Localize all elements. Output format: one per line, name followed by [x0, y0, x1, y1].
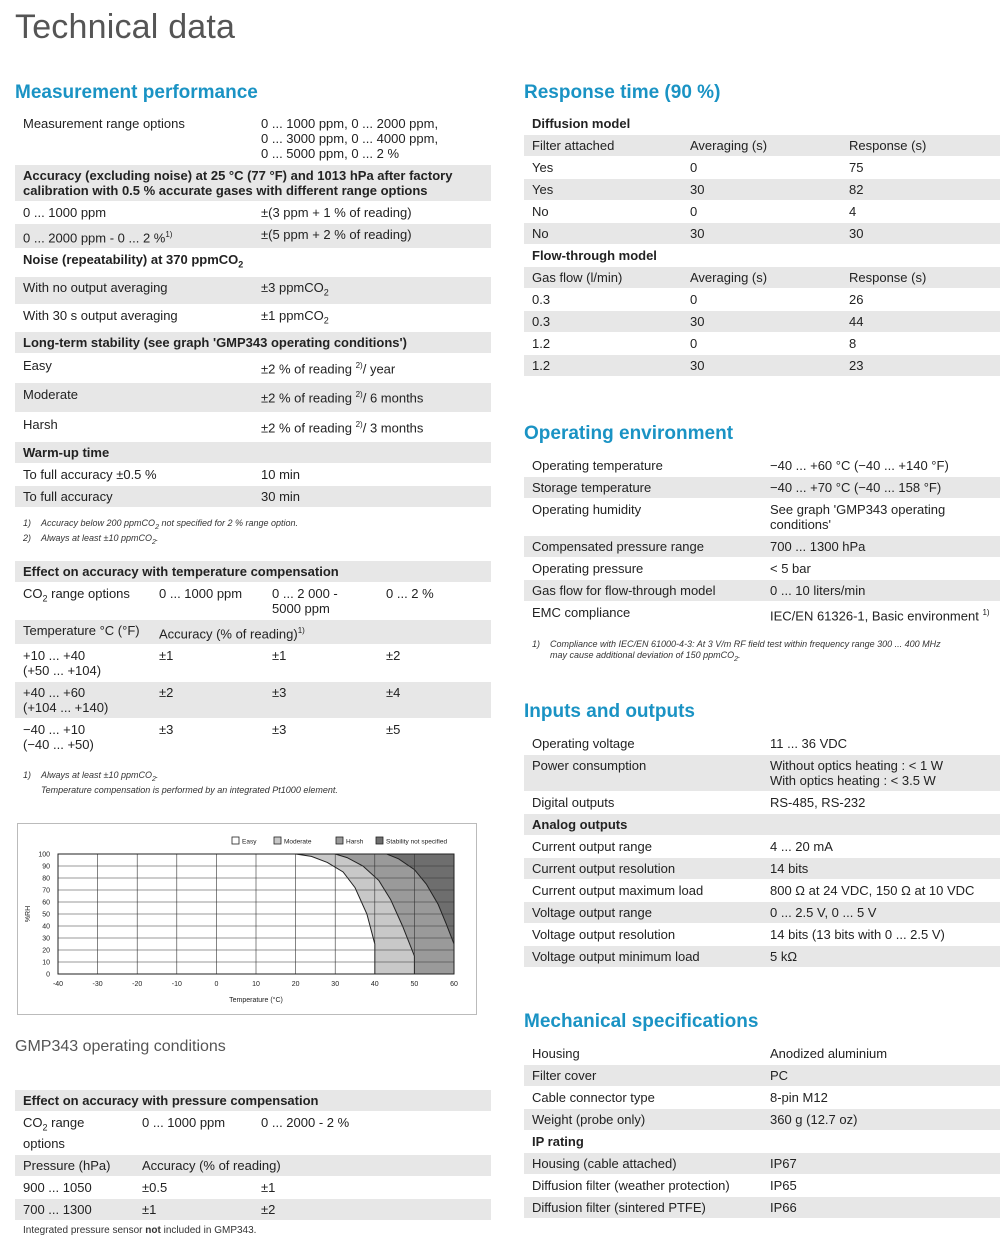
- cell: ±5: [386, 722, 401, 738]
- label: Cable connector type: [532, 1090, 655, 1105]
- table-row: [524, 157, 1000, 179]
- value: 8-pin M12: [770, 1090, 828, 1105]
- label: Gas flow for flow-through model: [524, 580, 762, 602]
- table-row: [524, 602, 1000, 627]
- y-axis-label: %RH: [25, 905, 32, 923]
- x-axis-label: Temperature (°C): [229, 997, 283, 1004]
- column-header: 0 ... 2000 - 2 %: [261, 1115, 350, 1130]
- label: Operating humidity: [532, 502, 642, 517]
- stability-value: ±2 % of reading $^{2)}$/ 6 months: [253, 383, 491, 412]
- cell: 30: [682, 311, 841, 333]
- cell: Yes: [532, 160, 554, 175]
- label: Voltage output resolution: [532, 927, 676, 942]
- table-row: [15, 645, 491, 682]
- cell: 26: [849, 292, 864, 307]
- table-row: [524, 355, 1000, 377]
- value: 360 g (12.7 oz): [762, 1109, 1000, 1131]
- noise-header: Noise (repeatability) at 370 ppmCO$_2$: [15, 249, 491, 277]
- y-tick-label: 80: [42, 875, 50, 883]
- measurement-performance-table: [15, 113, 491, 548]
- x-tick-label: 40: [370, 981, 379, 988]
- y-tick-label: 90: [42, 863, 50, 871]
- table-row: [524, 499, 1000, 536]
- table-row: [524, 267, 1000, 289]
- label: Compensated pressure range: [524, 536, 762, 558]
- x-tick-label: 60: [450, 981, 458, 988]
- value: −40 ... +70 °C (−40 ... 158 °F): [762, 477, 1000, 499]
- accuracy-label: Accuracy (% of reading): [134, 1154, 491, 1176]
- cell: 0: [690, 336, 698, 351]
- accuracy-header: Accuracy (excluding noise) at 25 °C (77 °F) and 1013 hPa after factory calibration with 0.5 % accurate gases with different range options: [15, 165, 491, 202]
- cell: 0: [690, 160, 698, 175]
- table-row: [524, 1043, 1000, 1065]
- legend-label: Harsh: [346, 838, 364, 846]
- table-row: [524, 836, 1000, 858]
- value: 4 ... 20 mA: [770, 839, 833, 854]
- table-row: [15, 354, 491, 383]
- table-row: [15, 1112, 491, 1155]
- pressure-note: Integrated pressure sensor not included in GMP343.: [23, 1224, 257, 1236]
- stability-label: Easy: [23, 358, 52, 374]
- cell: ±2: [386, 648, 401, 664]
- value: Anodized aluminium: [770, 1046, 888, 1061]
- operating-footnotes: [524, 639, 1000, 665]
- column-header: 0 ... 2 %: [386, 586, 434, 601]
- label: Voltage output range: [524, 902, 762, 924]
- table-row: [15, 304, 491, 332]
- value: 5 kΩ: [762, 946, 1000, 968]
- warmup-label: To full accuracy ±0.5 %: [23, 467, 157, 483]
- legend-label: Moderate: [284, 838, 312, 846]
- legend-label: Stability not specified: [386, 838, 448, 846]
- table-row: [524, 223, 1000, 245]
- noise-value: ±1 ppmCO$_2$: [261, 307, 329, 326]
- x-tick-label: 50: [410, 981, 419, 988]
- co2-range-label: $CO_2$ range options: [23, 586, 130, 604]
- table-row: [15, 1198, 491, 1220]
- warmup-header: Warm-up time: [15, 442, 491, 464]
- value: Without optics heating : < 1 W With optics heating : < 3.5 W: [762, 755, 1000, 792]
- label: EMC compliance: [532, 605, 631, 620]
- footnote: Temperature compensation is performed by an integrated Pt1000 element.: [41, 785, 338, 796]
- table-row: [15, 412, 491, 441]
- label: Current output maximum load: [532, 883, 704, 898]
- label: Housing: [532, 1046, 580, 1061]
- cell: 82: [841, 179, 1000, 201]
- flow-through-header: Flow-through model: [524, 245, 1000, 267]
- table-row: [15, 1176, 491, 1198]
- acc-value: ±(3 ppm + 1 % of reading): [261, 205, 412, 220]
- legend-label: Easy: [242, 838, 257, 846]
- column-header: Filter attached: [524, 135, 682, 157]
- value: IP66: [762, 1197, 1000, 1219]
- label: Current output resolution: [524, 858, 762, 880]
- label: Voltage output minimum load: [524, 946, 762, 968]
- cell: 75: [849, 160, 864, 175]
- value: 0 ... 2.5 V, 0 ... 5 V: [762, 902, 1000, 924]
- table-row: [15, 583, 491, 620]
- accuracy-label: Accuracy (% of reading)$^{1)}$: [151, 620, 491, 645]
- table-row: [15, 486, 491, 508]
- warmup-value: 10 min: [261, 467, 301, 483]
- cell: ±1: [261, 1179, 276, 1195]
- label: Filter cover: [524, 1065, 762, 1087]
- table-row: [15, 1154, 491, 1176]
- table-row: [15, 383, 491, 412]
- temperature-label: Temperature °C (°F): [15, 620, 151, 645]
- noise-label: With 30 s output averaging: [23, 307, 178, 323]
- operating-environment-title: Operating environment: [524, 423, 734, 444]
- legend-swatch: [274, 837, 281, 844]
- cell: No: [532, 204, 549, 219]
- y-tick-label: 20: [42, 947, 50, 955]
- stability-value: ±2 % of reading $^{2)}$/ year: [261, 361, 396, 377]
- noise-value: ±3 ppmCO$_2$: [253, 276, 491, 304]
- footnote: 1) Compliance with IEC/EN 61000-4-3: At 3 V/m RF field test within frequency range 300 ... 400 MHz: [532, 639, 941, 650]
- table-row: [524, 733, 1000, 755]
- cell: No: [524, 223, 682, 245]
- table-row: [524, 924, 1000, 946]
- y-tick-label: 70: [42, 887, 50, 895]
- table-row: [524, 455, 1000, 477]
- cell: ±3: [159, 722, 174, 738]
- y-tick-label: 100: [38, 851, 50, 859]
- cell: ±1: [134, 1198, 253, 1220]
- table-row: [15, 719, 491, 756]
- pressure-range: 900 ... 1050: [23, 1179, 92, 1195]
- label: Operating voltage: [532, 736, 635, 751]
- table-row: [524, 1065, 1000, 1087]
- value: IP67: [762, 1153, 1000, 1175]
- response-time-title: Response time (90 %): [524, 82, 721, 103]
- range-value: 0 ... 1000 ppm, 0 ... 2000 ppm, 0 ... 3000 ppm, 0 ... 4000 ppm, 0 ... 5000 ppm, 0 ... 2 %: [261, 116, 439, 161]
- mechanical-specs-table: [524, 1043, 1000, 1219]
- cell: ±3: [272, 722, 287, 738]
- table-row: [15, 620, 491, 645]
- label: Diffusion filter (sintered PTFE): [524, 1197, 762, 1219]
- cell: 30: [682, 355, 841, 377]
- cell: ±2: [253, 1198, 491, 1220]
- acc-label: 0 ... 1000 ppm: [23, 205, 107, 220]
- column-header: Response (s): [841, 267, 1000, 289]
- acc-value: ±(5 ppm + 2 % of reading): [253, 224, 491, 249]
- column-header: 0 ... 2 000 - 5000 ppm: [272, 586, 338, 616]
- x-tick-label: 10: [252, 981, 260, 988]
- x-tick-label: 0: [214, 981, 219, 988]
- table-row: [524, 1109, 1000, 1131]
- table-row: [524, 755, 1000, 792]
- table-row: [524, 1153, 1000, 1175]
- operating-environment-table: [524, 455, 1000, 665]
- footnote: 2) Always at least ±10 ppmCO$_2$.: [23, 532, 159, 546]
- table-row: [15, 682, 491, 719]
- pressure-compensation-table: [15, 1090, 491, 1236]
- table-row: [15, 276, 491, 304]
- column-header: 0 ... 1000 ppm: [159, 586, 243, 601]
- label: Digital outputs: [532, 795, 615, 810]
- cell: 30: [841, 223, 1000, 245]
- cell: 0: [690, 204, 698, 219]
- cell: 0: [690, 292, 698, 307]
- value: IP65: [770, 1178, 797, 1193]
- analog-outputs-header: Analog outputs: [524, 814, 1000, 836]
- table-row: [524, 1087, 1000, 1109]
- label: Operating temperature: [532, 458, 663, 473]
- cell: 30: [682, 179, 841, 201]
- label: Weight (probe only): [524, 1109, 762, 1131]
- inputs-outputs-table: [524, 733, 1000, 968]
- cell: 30: [682, 223, 841, 245]
- stability-value: ±2 % of reading $^{2)}$/ 3 months: [261, 419, 424, 436]
- table-row: [524, 536, 1000, 558]
- label: Diffusion filter (weather protection): [532, 1178, 730, 1193]
- pressure-range: 700 ... 1300: [15, 1198, 134, 1220]
- footnote: 1) Accuracy below 200 ppmCO$_2$ not specified for 2 % range option.: [23, 518, 299, 531]
- table-row: [524, 580, 1000, 602]
- table-row: [15, 464, 491, 486]
- footnote: may cause additional deviation of 150 ppmCO$_2$.: [550, 650, 741, 664]
- temp-range: −40 ... +10 (−40 ... +50): [23, 722, 94, 753]
- table-row: [524, 902, 1000, 924]
- stability-header: Long-term stability (see graph 'GMP343 operating conditions'): [15, 332, 491, 354]
- table-row: [524, 135, 1000, 157]
- y-tick-label: 40: [42, 923, 50, 931]
- table-row: [15, 224, 491, 249]
- cell: 1.2: [524, 355, 682, 377]
- value: See graph 'GMP343 operating conditions': [770, 502, 946, 532]
- table-row: [524, 558, 1000, 580]
- pressure-label: Pressure (hPa): [15, 1154, 134, 1176]
- value: PC: [762, 1065, 1000, 1087]
- y-tick-label: 30: [42, 935, 50, 943]
- cell: ±1: [272, 648, 287, 664]
- table-row: [15, 202, 491, 224]
- ip-rating-header: IP rating: [524, 1131, 1000, 1153]
- cell: 1.2: [532, 336, 551, 351]
- measurement-performance-title: Measurement performance: [15, 82, 258, 103]
- cell: 0.3: [524, 311, 682, 333]
- response-time-table: [524, 113, 1000, 377]
- column-header: 0 ... 1000 ppm: [142, 1115, 226, 1130]
- value: IEC/EN 61326-1, Basic environment $^{1)}$: [770, 608, 990, 624]
- table-row: [524, 946, 1000, 968]
- mechanical-specs-title: Mechanical specifications: [524, 1011, 759, 1032]
- temp-compensation-table: [15, 561, 491, 796]
- table-row: [524, 333, 1000, 355]
- y-tick-label: 50: [42, 911, 50, 919]
- label: Power consumption: [524, 755, 762, 792]
- cell: Yes: [524, 179, 682, 201]
- cell: ±4: [378, 682, 491, 719]
- y-tick-label: 10: [42, 959, 50, 967]
- cell: 44: [841, 311, 1000, 333]
- table-row: [524, 311, 1000, 333]
- value: 14 bits: [762, 858, 1000, 880]
- label: Operating pressure: [532, 561, 644, 576]
- table-row: [524, 289, 1000, 311]
- table-row: [524, 1175, 1000, 1197]
- label: Storage temperature: [524, 477, 762, 499]
- noise-label: With no output averaging: [15, 276, 253, 304]
- pressure-header: Effect on accuracy with pressure compensation: [15, 1090, 491, 1112]
- temp-comp-footnotes: [15, 770, 491, 796]
- column-header: Gas flow (l/min): [524, 267, 682, 289]
- column-header: Averaging (s): [682, 267, 841, 289]
- value: 14 bits (13 bits with 0 ... 2.5 V): [770, 927, 945, 942]
- label: Housing (cable attached): [524, 1153, 762, 1175]
- table-row: [524, 201, 1000, 223]
- x-tick-label: 30: [331, 981, 340, 988]
- inputs-outputs-title: Inputs and outputs: [524, 701, 695, 722]
- value: < 5 bar: [770, 561, 811, 576]
- table-row: [524, 179, 1000, 201]
- cell: 8: [849, 336, 857, 351]
- value: 11 ... 36 VDC: [770, 736, 848, 751]
- y-tick-label: 0: [46, 971, 50, 979]
- chart-svg: [18, 824, 476, 1014]
- measurement-footnotes: [15, 518, 491, 548]
- legend-swatch: [376, 837, 383, 844]
- table-row: [524, 880, 1000, 902]
- temp-range: +40 ... +60 (+104 ... +140): [15, 682, 151, 719]
- stability-label: Moderate: [15, 383, 253, 412]
- chart-caption: GMP343 operating conditions: [15, 1038, 226, 1055]
- diffusion-header: Diffusion model: [524, 113, 1000, 135]
- value: RS-485, RS-232: [770, 795, 866, 810]
- stability-label: Harsh: [23, 416, 58, 432]
- table-row: [524, 858, 1000, 880]
- footnote: 1) Always at least ±10 ppmCO$_2$.: [23, 770, 159, 784]
- table-row: [524, 792, 1000, 814]
- cell: ±2: [151, 682, 264, 719]
- temp-comp-header: Effect on accuracy with temperature compensation: [15, 561, 491, 583]
- cell: 0.3: [532, 292, 551, 307]
- warmup-value: 30 min: [253, 486, 491, 508]
- x-tick-label: -10: [171, 981, 182, 988]
- label: Current output range: [532, 839, 652, 854]
- range-label: Measurement range options: [23, 116, 185, 131]
- x-tick-label: 20: [291, 981, 300, 988]
- value: −40 ... +60 °C (−40 ... +140 °F): [770, 458, 949, 473]
- operating-conditions-chart: [17, 823, 477, 1015]
- page-title: Technical data: [15, 8, 236, 46]
- cell: ±1: [159, 648, 174, 664]
- value: 800 Ω at 24 VDC, 150 Ω at 10 VDC: [770, 883, 975, 898]
- acc-label: 0 ... 2000 ppm - 0 ... 2 %$^{1)}$: [15, 224, 253, 249]
- value: 0 ... 10 liters/min: [762, 580, 1000, 602]
- legend-swatch: [232, 837, 239, 844]
- co2-range-label: $CO_2$ range options: [23, 1115, 85, 1151]
- table-row: [524, 1197, 1000, 1219]
- cell: ±3: [264, 682, 378, 719]
- value: 700 ... 1300 hPa: [762, 536, 1000, 558]
- warmup-label: To full accuracy: [15, 486, 253, 508]
- column-header: Response (s): [841, 135, 1000, 157]
- legend-swatch: [336, 837, 343, 844]
- temp-range: +10 ... +40 (+50 ... +104): [23, 648, 102, 679]
- x-tick-label: -30: [92, 981, 103, 988]
- cell: ±0.5: [142, 1179, 168, 1195]
- range-row: [15, 113, 491, 165]
- cell: 23: [841, 355, 1000, 377]
- cell: 4: [849, 204, 857, 219]
- table-row: [524, 477, 1000, 499]
- y-tick-label: 60: [42, 899, 50, 907]
- x-tick-label: -40: [52, 981, 64, 988]
- column-header: Averaging (s): [682, 135, 841, 157]
- x-tick-label: -20: [132, 981, 143, 988]
